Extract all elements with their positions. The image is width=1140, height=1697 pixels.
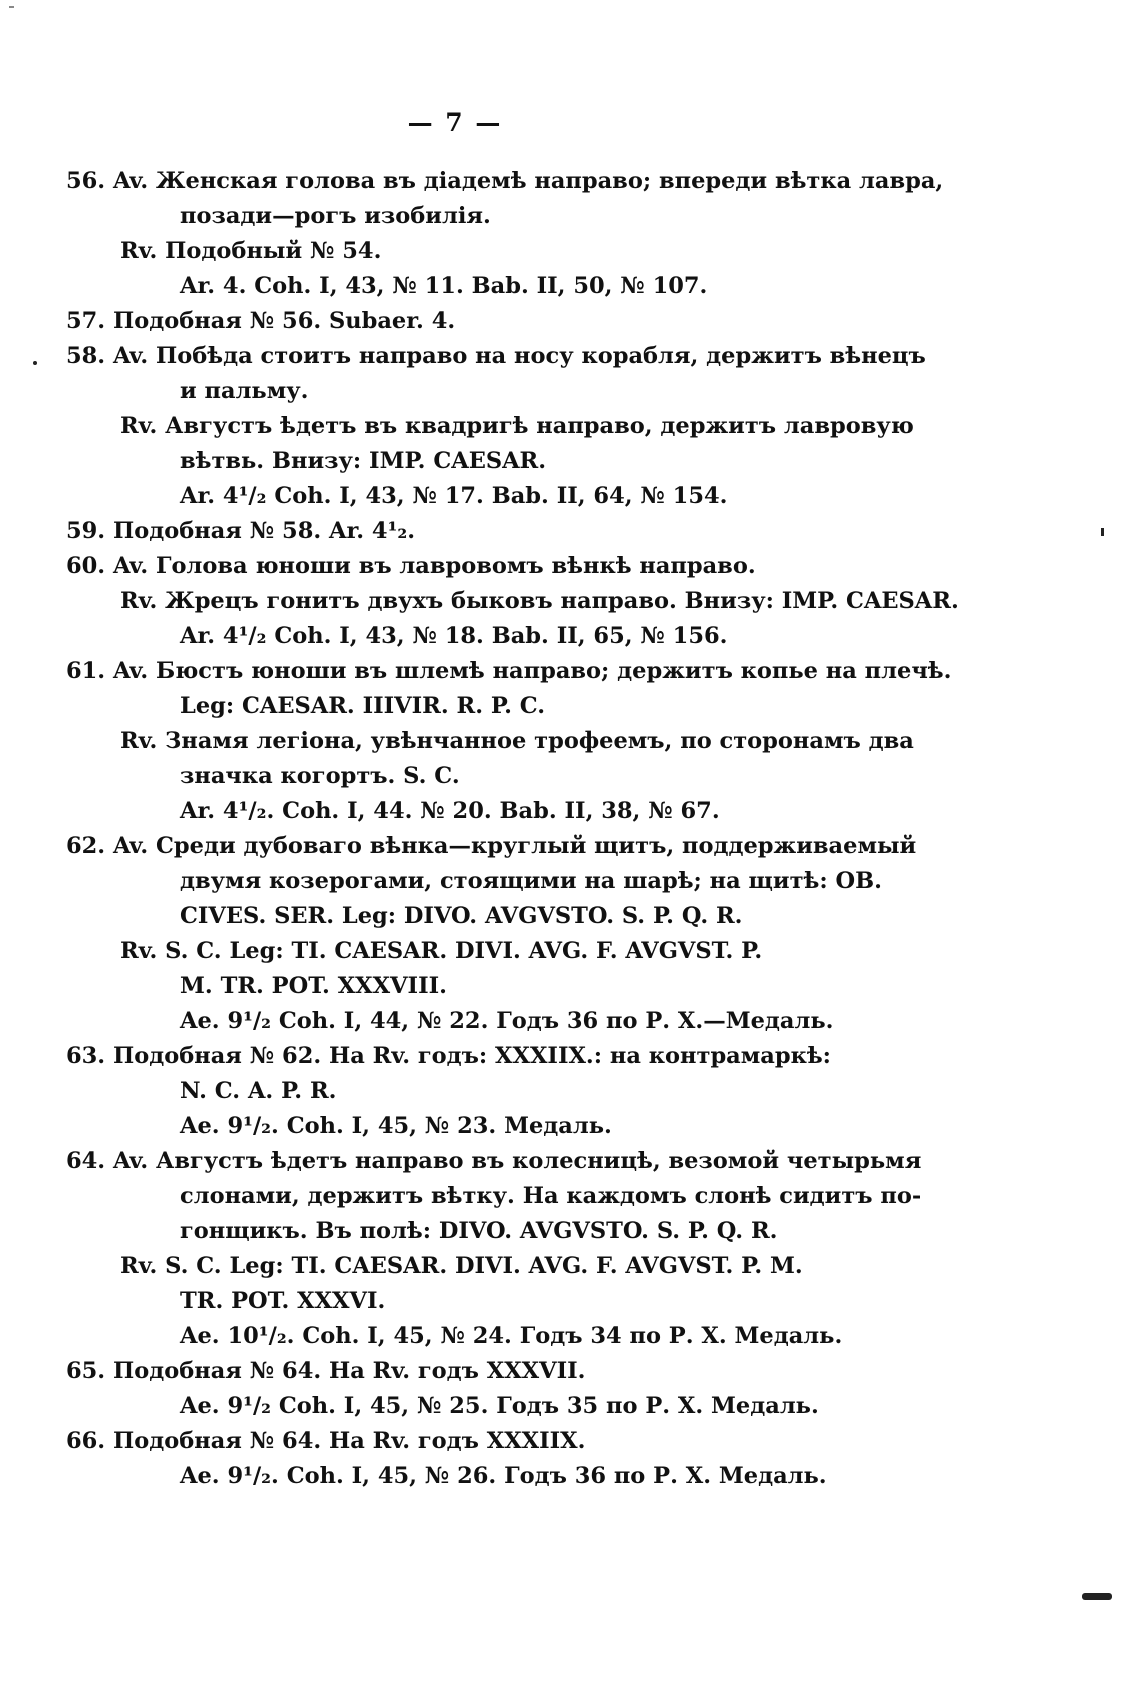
text-line: 60. Av. Голова юноши въ лавровомъ вѣнкѣ направо. (66, 553, 756, 579)
text-line: 63. Подобная № 62. На Rv. годъ: XXXIIX.: на контрамаркѣ: (66, 1043, 831, 1069)
page-number: — 7 — (407, 108, 503, 137)
scan-speck (9, 6, 14, 8)
text-line: 56. Av. Женская голова въ діадемѣ направо; впереди вѣтка лавра, (66, 168, 944, 194)
text-line: TR. POT. XXXVI. (180, 1288, 386, 1314)
text-line: 58. Av. Побѣда стоитъ направо на носу корабля, держитъ вѣнецъ (66, 343, 926, 369)
text-line: вѣтвь. Внизу: IMP. CAESAR. (180, 448, 547, 474)
text-line: позади—рогъ изобилія. (180, 203, 491, 229)
text-line: Ae. 10¹/₂. Coh. I, 45, № 24. Годъ 34 по Р. Х. Медаль. (180, 1323, 843, 1349)
text-line: M. TR. POT. XXXVIII. (180, 973, 447, 999)
scan-speck (33, 361, 37, 365)
text-line: Rv. Знамя легіона, увѣнчанное трофеемъ, по сторонамъ два (120, 728, 914, 754)
text-line: двумя козерогами, стоящими на шарѣ; на щитѣ: OB. (180, 868, 882, 894)
text-line: Ae. 9¹/₂. Coh. I, 45, № 26. Годъ 36 по Р. Х. Медаль. (180, 1463, 827, 1489)
scan-smudge (1082, 1593, 1112, 1600)
text-line: гонщикъ. Въ полѣ: DIVO. AVGVSTO. S. P. Q. R. (180, 1218, 778, 1244)
text-line: 65. Подобная № 64. На Rv. годъ XXXVII. (66, 1358, 586, 1384)
text-line: Ar. 4¹/₂ Coh. I, 43, № 17. Bab. II, 64, № 154. (180, 483, 728, 509)
text-line: значка когортъ. S. C. (180, 763, 460, 789)
text-line: и пальму. (180, 378, 309, 404)
text-line: Ar. 4¹/₂ Coh. I, 43, № 18. Bab. II, 65, № 156. (180, 623, 728, 649)
text-line: 59. Подобная № 58. Ar. 4¹₂. (66, 518, 416, 544)
text-line: 57. Подобная № 56. Subaer. 4. (66, 308, 456, 334)
text-line: Rv. S. C. Leg: TI. CAESAR. DIVI. AVG. F. AVGVST. P. (120, 938, 763, 964)
text-line: 61. Av. Бюстъ юноши въ шлемѣ направо; держитъ копье на плечѣ. (66, 658, 952, 684)
text-line: слонами, держитъ вѣтку. На каждомъ слонѣ сидитъ по- (180, 1183, 922, 1209)
text-line: Ar. 4¹/₂. Coh. I, 44. № 20. Bab. II, 38, № 67. (180, 798, 720, 824)
text-line: 62. Av. Среди дубоваго вѣнка—круглый щитъ, поддерживаемый (66, 833, 917, 859)
text-line: 64. Av. Августъ ѣдетъ направо въ колесницѣ, везомой четырьмя (66, 1148, 922, 1174)
text-line: Rv. Августъ ѣдетъ въ квадригѣ направо, держитъ лавровую (120, 413, 914, 439)
scan-speck (1101, 528, 1104, 536)
text-line: Rv. Подобный № 54. (120, 238, 382, 264)
text-line: Ae. 9¹/₂ Coh. I, 45, № 25. Годъ 35 по Р. Х. Медаль. (180, 1393, 819, 1419)
text-line: 66. Подобная № 64. На Rv. годъ XXXIIX. (66, 1428, 586, 1454)
text-line: Ae. 9¹/₂ Coh. I, 44, № 22. Годъ 36 по Р. Х.—Медаль. (180, 1008, 834, 1034)
text-line: Leg: CAESAR. IIIVIR. R. P. C. (180, 693, 546, 719)
text-line: CIVES. SER. Leg: DIVO. AVGVSTO. S. P. Q. R. (180, 903, 743, 929)
text-line: N. C. A. P. R. (180, 1078, 337, 1104)
text-line: Ae. 9¹/₂. Coh. I, 45, № 23. Медаль. (180, 1113, 612, 1139)
text-line: Rv. S. C. Leg: TI. CAESAR. DIVI. AVG. F. AVGVST. P. M. (120, 1253, 803, 1279)
catalogue-entries (66, 164, 959, 1494)
text-line: Rv. Жрецъ гонитъ двухъ быковъ направо. Внизу: IMP. CAESAR. (120, 588, 959, 614)
text-line: Ar. 4. Coh. I, 43, № 11. Bab. II, 50, № 107. (180, 273, 708, 299)
